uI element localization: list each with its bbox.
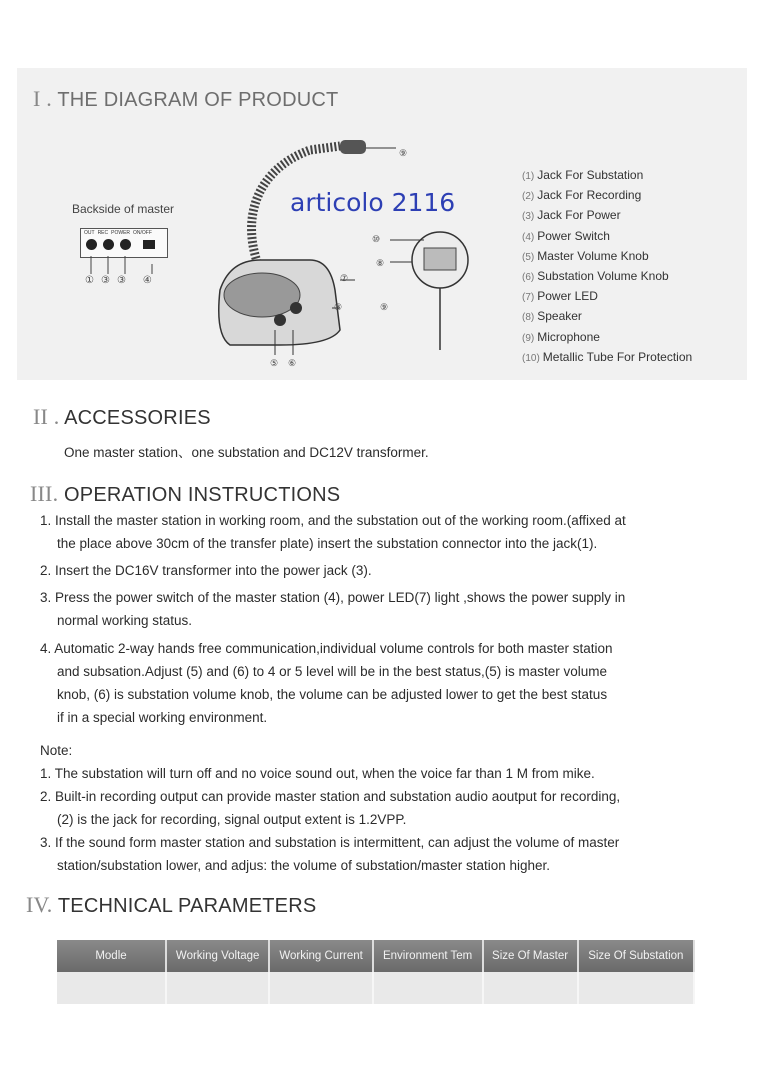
section-number: IV. bbox=[26, 892, 53, 917]
note-line: 1. The substation will turn off and no voice sound out, when the voice far than 1 M from mike. bbox=[40, 766, 595, 781]
note-line: 3. If the sound form master station and substation is intermittent, can adjust the volume of master bbox=[40, 835, 620, 850]
operation-item bbox=[40, 559, 730, 582]
legend-item bbox=[522, 307, 692, 327]
section-heading: THE DIAGRAM OF PRODUCT bbox=[57, 89, 339, 111]
operation-item bbox=[40, 586, 730, 632]
callout-side-8: ⑧ bbox=[334, 302, 343, 312]
operation-line: knob, (6) is substation volume knob, the volume can be adjusted lower to get the best status bbox=[57, 687, 608, 702]
legend-number: (3) bbox=[522, 211, 535, 223]
operation-line: and subsation.Adjust (5) and (6) to 4 or 5 level will be in the best status,(5) is master volume bbox=[57, 664, 608, 679]
volume-knob-icon bbox=[274, 314, 286, 326]
legend-item bbox=[522, 166, 692, 186]
legend-number: (9) bbox=[522, 332, 535, 344]
accessories-text: One master station、one substation and DC12V transformer. bbox=[64, 445, 429, 460]
note-line: station/substation lower, and adjus: the volume of substation/master station higher. bbox=[57, 858, 551, 873]
legend-item bbox=[522, 186, 692, 206]
table-header-row bbox=[57, 940, 694, 972]
jack-number: ③ bbox=[100, 275, 110, 286]
article-label: articolo 2116 bbox=[290, 188, 456, 217]
table-cell bbox=[166, 972, 269, 1004]
master-station-drawing bbox=[200, 130, 490, 375]
operation-line: the place above 30cm of the transfer plate) insert the substation connector into the jack(1). bbox=[57, 536, 598, 551]
jack-number: ① bbox=[85, 275, 94, 286]
backside-label: Backside of master bbox=[72, 202, 175, 216]
section-heading: TECHNICAL PARAMETERS bbox=[57, 895, 317, 917]
legend-number: (7) bbox=[522, 292, 535, 304]
section-number: III. bbox=[30, 481, 59, 506]
legend-text: Power LED bbox=[537, 289, 598, 304]
legend-text: Jack For Substation bbox=[537, 168, 644, 182]
operation-list bbox=[40, 509, 730, 729]
callout-speaker: ⑧ bbox=[376, 258, 385, 268]
panel-label-rec: REC bbox=[97, 230, 109, 236]
legend-item bbox=[522, 206, 692, 226]
microphone-icon bbox=[340, 140, 366, 154]
table-row bbox=[57, 972, 694, 1004]
technical-parameters-table bbox=[57, 940, 695, 1004]
legend-number: (10) bbox=[522, 352, 540, 364]
legend-text: Speaker bbox=[537, 309, 582, 324]
operation-line: 2. Insert the DC16V transformer into the power jack (3). bbox=[40, 563, 372, 578]
legend-number: (8) bbox=[522, 312, 535, 324]
table-header: Modle bbox=[57, 940, 166, 972]
note-item bbox=[40, 762, 740, 785]
panel-label-power: POWER bbox=[111, 230, 131, 236]
backside-jack-numbers bbox=[85, 275, 152, 286]
legend-text: Substation Volume Knob bbox=[537, 269, 669, 284]
section-title-technical bbox=[26, 892, 316, 918]
legend-text: Power Switch bbox=[537, 228, 610, 243]
callout-side-9: ⑨ bbox=[380, 302, 389, 312]
substation-grille bbox=[424, 248, 456, 270]
legend-text: Jack For Recording bbox=[537, 188, 642, 203]
operation-line: normal working status. bbox=[57, 613, 193, 628]
legend-number: (5) bbox=[522, 251, 535, 263]
jack-icon bbox=[120, 239, 131, 250]
callout-led: ⑦ bbox=[340, 273, 349, 283]
section-heading: OPERATION INSTRUCTIONS bbox=[64, 484, 341, 506]
table-header: Size Of Substation bbox=[578, 940, 694, 972]
legend-text: Jack For Power bbox=[537, 208, 621, 223]
diagram-legend bbox=[522, 166, 692, 368]
table-header: Working Voltage bbox=[166, 940, 269, 972]
note-item bbox=[40, 785, 740, 831]
section-number: II . bbox=[33, 404, 60, 429]
legend-item bbox=[522, 287, 692, 307]
callout-tube: ⑩ bbox=[372, 234, 381, 244]
section-title-operation bbox=[30, 481, 340, 507]
operation-item bbox=[40, 509, 730, 555]
jack-icon bbox=[86, 239, 97, 250]
legend-item bbox=[522, 227, 692, 247]
note-line: 2. Built-in recording output can provide master station and substation audio aoutput for recording, bbox=[40, 789, 621, 804]
panel-label-onoff: ON/OFF bbox=[133, 230, 152, 236]
legend-text: Microphone bbox=[537, 329, 600, 344]
legend-number: (4) bbox=[522, 231, 535, 243]
callout-knob-5: ⑤ bbox=[270, 358, 279, 368]
section-heading: ACCESSORIES bbox=[64, 407, 211, 429]
table-cell bbox=[373, 972, 483, 1004]
speaker-grille bbox=[224, 273, 300, 317]
panel-jacks bbox=[81, 237, 167, 252]
section-title-diagram bbox=[33, 86, 338, 112]
operation-item bbox=[40, 637, 730, 729]
table-cell bbox=[483, 972, 578, 1004]
legend-text: Metallic Tube For Protection bbox=[542, 349, 693, 364]
note-item bbox=[40, 831, 740, 877]
operation-line: 4. Automatic 2-way hands free communication,individual volume controls for both master station bbox=[40, 641, 613, 656]
table-header: Working Current bbox=[269, 940, 372, 972]
backside-panel bbox=[80, 228, 168, 258]
panel-label-out: OUT bbox=[84, 230, 95, 236]
table-cell bbox=[57, 972, 166, 1004]
legend-number: (2) bbox=[522, 191, 535, 203]
callout-knob-6: ⑥ bbox=[288, 358, 297, 368]
switch-icon bbox=[143, 240, 155, 249]
table-cell bbox=[578, 972, 694, 1004]
note-label: Note: bbox=[40, 743, 73, 758]
legend-item bbox=[522, 267, 692, 287]
section-title-accessories bbox=[33, 404, 211, 430]
jack-icon bbox=[103, 239, 114, 250]
table-header: Size Of Master bbox=[483, 940, 578, 972]
legend-text: Master Volume Knob bbox=[537, 248, 649, 263]
operation-line: if in a special working environment. bbox=[57, 710, 268, 725]
callout-mic: ⑨ bbox=[399, 148, 408, 158]
table-header: Environment Tem bbox=[373, 940, 483, 972]
table-cell bbox=[269, 972, 372, 1004]
legend-item bbox=[522, 247, 692, 267]
note-line: (2) is the jack for recording, signal output extent is 1.2VPP. bbox=[57, 812, 407, 827]
jack-number: ④ bbox=[142, 275, 152, 286]
operation-line: 1. Install the master station in working room, and the substation out of the working room.(affixed at bbox=[40, 513, 626, 528]
legend-item bbox=[522, 328, 692, 348]
panel-label-row bbox=[81, 229, 167, 237]
operation-line: 3. Press the power switch of the master station (4), power LED(7) light ,shows the power supply in bbox=[40, 590, 626, 605]
notes-list bbox=[40, 762, 740, 877]
jack-number: ③ bbox=[116, 275, 126, 286]
section-number: I . bbox=[33, 86, 52, 111]
legend-item bbox=[522, 348, 692, 368]
legend-number: (6) bbox=[522, 272, 535, 284]
volume-knob-icon bbox=[290, 302, 302, 314]
legend-number: (1) bbox=[522, 171, 535, 182]
